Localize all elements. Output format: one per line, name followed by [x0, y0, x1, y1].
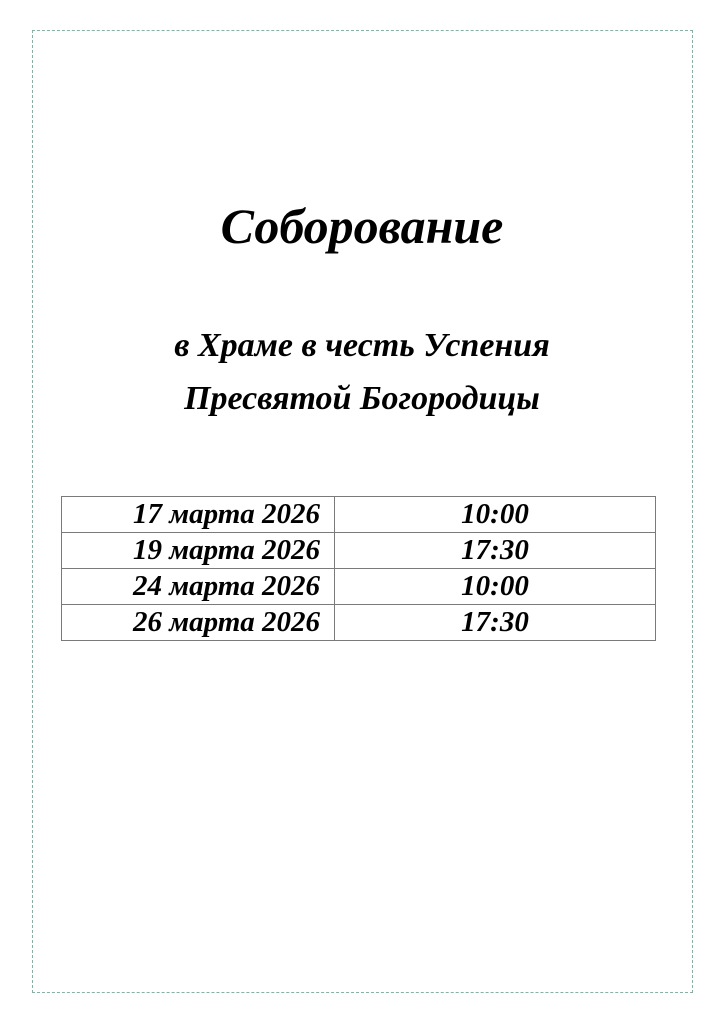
schedule-date: 24 марта 2026 [62, 569, 335, 605]
schedule-time: 17:30 [335, 533, 656, 569]
schedule-date: 17 марта 2026 [62, 497, 335, 533]
subtitle-line-1: в Храме в честь Успения [174, 327, 550, 364]
schedule-row [62, 569, 656, 605]
schedule-row [62, 605, 656, 641]
schedule-time: 10:00 [335, 569, 656, 605]
page-title: Соборование [220, 198, 504, 254]
schedule-date: 19 марта 2026 [62, 533, 335, 569]
schedule-row [62, 497, 656, 533]
schedule-time: 10:00 [335, 497, 656, 533]
schedule-time: 17:30 [335, 605, 656, 641]
schedule-table [61, 496, 656, 641]
schedule-row [62, 533, 656, 569]
subtitle-line-2: Пресвятой Богородицы [184, 380, 540, 417]
schedule-date: 26 марта 2026 [62, 605, 335, 641]
